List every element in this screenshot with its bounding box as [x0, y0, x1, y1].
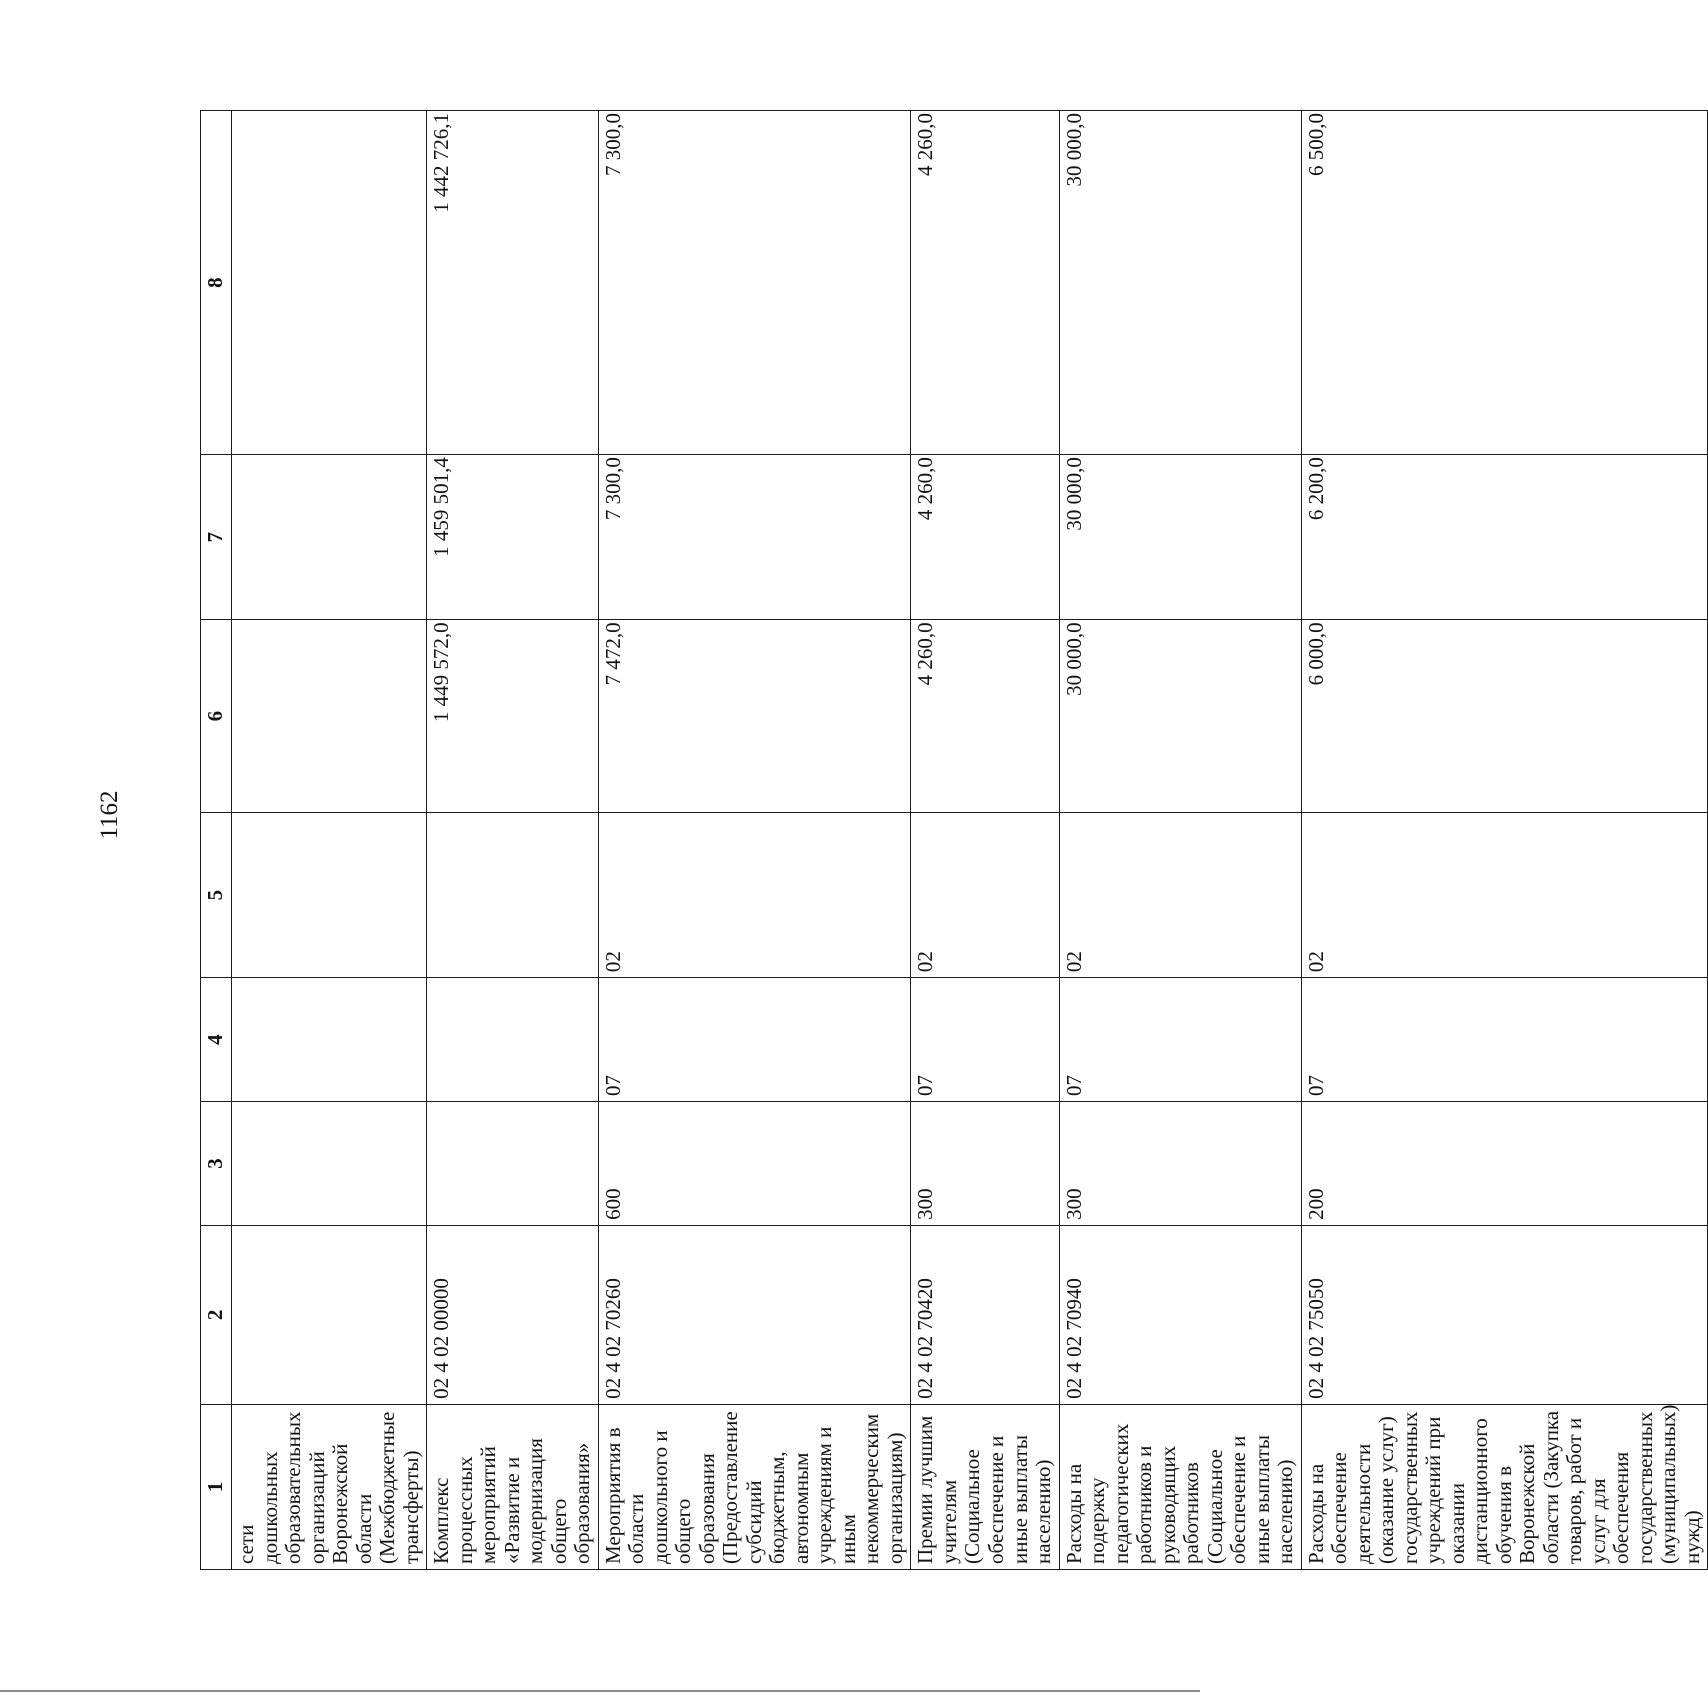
cell-code: 02 4 02 70260	[598, 1225, 911, 1404]
table-row	[232, 111, 427, 1570]
cell-name: Расходы на подержку педагогических работников и руководящих работников (Социальное обеспечение и иные выплаты населению)	[1059, 1404, 1301, 1569]
cell-pr: 02	[598, 813, 911, 978]
table-row	[911, 111, 1059, 1570]
cell-code: 02 4 02 70420	[911, 1225, 1059, 1404]
cell-pr	[232, 813, 427, 978]
table-row	[1301, 111, 1708, 1570]
cell-value-8: 30 000,0	[1059, 111, 1301, 455]
col-header-7: 7	[201, 455, 232, 620]
cell-value-7: 4 260,0	[911, 455, 1059, 620]
col-header-6: 6	[201, 620, 232, 813]
budget-table	[200, 110, 1708, 1570]
cell-rz: 07	[1301, 978, 1708, 1102]
cell-code: 02 4 02 75050	[1301, 1225, 1708, 1404]
cell-name: Комплекс процессных мероприятий «Развитие и модернизация общего образования»	[427, 1404, 599, 1569]
cell-code	[232, 1225, 427, 1404]
cell-vr: 300	[1059, 1102, 1301, 1226]
cell-rz	[232, 978, 427, 1102]
cell-value-8: 4 260,0	[911, 111, 1059, 455]
cell-pr	[427, 813, 599, 978]
cell-pr: 02	[911, 813, 1059, 978]
cell-value-6: 4 260,0	[911, 620, 1059, 813]
col-header-5: 5	[201, 813, 232, 978]
col-header-4: 4	[201, 978, 232, 1102]
cell-rz: 07	[598, 978, 911, 1102]
cell-vr: 200	[1301, 1102, 1708, 1226]
budget-table-rotated	[200, 110, 1704, 1570]
cell-pr: 02	[1301, 813, 1708, 978]
col-header-3: 3	[201, 1102, 232, 1226]
cell-name: Премии лучшим учителям (Социальное обеспечение и иные выплаты населению)	[911, 1404, 1059, 1569]
cell-value-6: 1 449 572,0	[427, 620, 599, 813]
cell-code: 02 4 02 70940	[1059, 1225, 1301, 1404]
cell-vr	[427, 1102, 599, 1226]
col-header-2: 2	[201, 1225, 232, 1404]
cell-pr: 02	[1059, 813, 1301, 978]
cell-value-8: 7 300,0	[598, 111, 911, 455]
cell-value-7: 1 459 501,4	[427, 455, 599, 620]
table-row	[598, 111, 911, 1570]
col-header-1: 1	[201, 1404, 232, 1569]
cell-value-6: 30 000,0	[1059, 620, 1301, 813]
cell-name: Мероприятия в области дошкольного и общего образования (Предоставление субсидий бюджетным, автономным учреждениям и иным некоммерческим организациям)	[598, 1404, 911, 1569]
cell-value-7: 7 300,0	[598, 455, 911, 620]
cell-value-7	[232, 455, 427, 620]
cell-value-6: 7 472,0	[598, 620, 911, 813]
cell-value-7: 6 200,0	[1301, 455, 1708, 620]
cell-code: 02 4 02 00000	[427, 1225, 599, 1404]
cell-value-8: 1 442 726,1	[427, 111, 599, 455]
cell-value-6: 6 000,0	[1301, 620, 1708, 813]
header-row	[201, 111, 232, 1570]
cell-rz: 07	[911, 978, 1059, 1102]
cell-value-6	[232, 620, 427, 813]
cell-name: Расходы на обеспечение деятельности (оказание услуг) государственных учреждений при оказании дистанционного обучения в Воронежской области (Закупка товаров, работ и услуг для обеспечения государственных (муниципальных) нужд)	[1301, 1404, 1708, 1569]
cell-rz	[427, 978, 599, 1102]
page-bottom-edge	[0, 1690, 1200, 1692]
page-number: 1162	[96, 790, 123, 840]
cell-rz: 07	[1059, 978, 1301, 1102]
cell-value-8	[232, 111, 427, 455]
cell-value-8: 6 500,0	[1301, 111, 1708, 455]
col-header-8: 8	[201, 111, 232, 455]
cell-vr: 300	[911, 1102, 1059, 1226]
table-row	[427, 111, 599, 1570]
table-row	[1059, 111, 1301, 1570]
cell-value-7: 30 000,0	[1059, 455, 1301, 620]
cell-vr	[232, 1102, 427, 1226]
cell-vr: 600	[598, 1102, 911, 1226]
cell-name: сети дошкольных образовательных организаций Воронежской области (Межбюджетные трансферты)	[232, 1404, 427, 1569]
